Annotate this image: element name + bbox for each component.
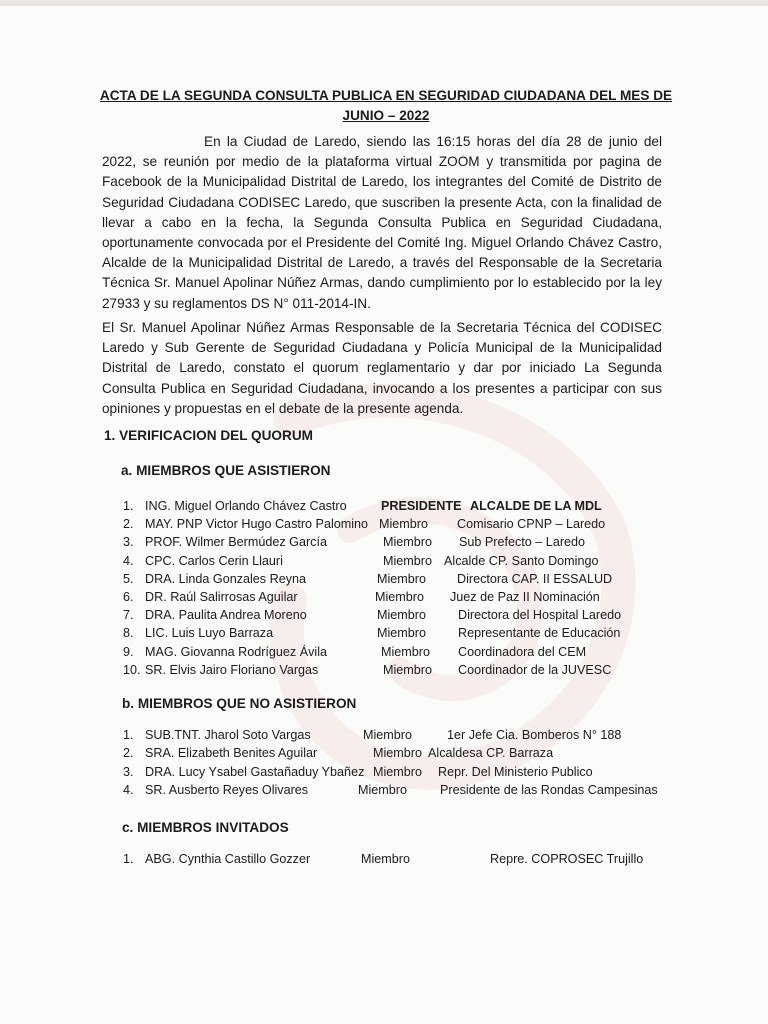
member-position: Repr. Del Ministerio Publico (438, 764, 593, 779)
member-name: MAG. Giovanna Rodríguez Ávila (145, 644, 327, 659)
member-position: Directora CAP. II ESSALUD (457, 571, 613, 586)
member-number: 1. (123, 728, 134, 742)
member-position: Coordinadora del CEM (458, 644, 587, 659)
member-number: 1. (123, 852, 134, 866)
member-name: DRA. Lucy Ysabel Gastañaduy Ybañez (145, 764, 365, 779)
member-role: PRESIDENTE (381, 499, 462, 513)
subheading-invited: c. MIEMBROS INVITADOS (122, 820, 289, 835)
member-position: Repre. COPROSEC Trujillo (490, 852, 644, 866)
member-name: LIC. Luis Luyo Barraza (145, 626, 274, 641)
member-position: Presidente de las Rondas Campesinas (440, 783, 658, 798)
member-position: Representante de Educación (458, 626, 621, 641)
member-name: ABG. Cynthia Castillo Gozzer (145, 852, 311, 866)
member-number: 8. (123, 626, 134, 641)
member-role: Miembro (377, 571, 426, 586)
member-role: Miembro (381, 644, 430, 659)
subheading-absent: b. MIEMBROS QUE NO ASISTIERON (122, 696, 357, 711)
member-position: Directora del Hospital Laredo (458, 608, 622, 623)
member-number: 1. (123, 499, 134, 513)
member-name: SUB.TNT. Jharol Soto Vargas (145, 728, 311, 742)
member-number: 5. (123, 571, 134, 586)
member-number: 4. (123, 553, 134, 568)
member-name: DR. Raúl Salirrosas Aguilar (145, 590, 298, 604)
section-heading-quorum: 1. VERIFICACION DEL QUORUM (104, 428, 313, 443)
member-position: Coordinador de la JUVESC (458, 662, 612, 677)
member-position: Alcalde CP. Santo Domingo (444, 553, 599, 568)
member-number: 2. (123, 746, 134, 761)
member-role: Miembro (373, 746, 422, 761)
member-role: Miembro (377, 626, 426, 641)
member-position: Alcaldesa CP. Barraza (428, 746, 554, 761)
member-name: MAY. PNP Victor Hugo Castro Palomino (145, 517, 369, 532)
member-role: Miembro (383, 553, 432, 568)
member-name: SR. Ausberto Reyes Olivares (145, 783, 309, 798)
member-role: Miembro (361, 852, 410, 866)
member-position: Comisario CPNP – Laredo (457, 517, 606, 532)
member-position: Juez de Paz II Nominación (450, 590, 600, 604)
member-number: 3. (123, 535, 134, 550)
member-name: DRA. Linda Gonzales Reyna (145, 571, 307, 586)
member-name: CPC. Carlos Cerin Llauri (145, 553, 283, 568)
member-name: DRA. Paulita Andrea Moreno (145, 608, 307, 623)
subheading-attended: a. MIEMBROS QUE ASISTIERON (121, 463, 331, 478)
member-role: Miembro (383, 662, 432, 677)
member-name: SR. Elvis Jairo Floriano Vargas (145, 662, 319, 677)
member-role: Miembro (377, 608, 426, 623)
scan-edge (0, 0, 768, 6)
member-number: 3. (123, 764, 134, 779)
member-position: 1er Jefe Cia. Bomberos N° 188 (447, 728, 622, 742)
member-number: 7. (123, 608, 134, 623)
quorum-paragraph: El Sr. Manuel Apolinar Núñez Armas Responsable de la Secretaria Técnica del CODISEC Laredo y Sub Gerente de Seguridad Ciudadana y Policía Municipal de la Municipalidad Distrital de Laredo, constato el quorum reglamentario y dar por iniciado La Segunda Consulta Publica en Seguridad Ciudadana, invocando a los presentes a participar con sus opiniones y propuestas en el debate de la presente agenda. (102, 320, 662, 416)
member-role: Miembro (379, 517, 428, 532)
member-number: 2. (123, 517, 134, 532)
member-number: 9. (123, 644, 134, 659)
intro-paragraph: En la Ciudad de Laredo, siendo las 16:15 horas del día 28 de junio del 2022, se reunión por medio de la plataforma virtual ZOOM y transmitida por pagina de Facebook de la Municipalidad Distrital de Laredo, los integrantes del Comité de Distrito de Seguridad Ciudadana CODISEC Laredo, que suscriben la presente Acta, con la finalidad de llevar a cabo en la fecha, la Segunda Consulta Publica en Seguridad Ciudadana, oportunamente convocada por el Presidente del Comité Ing. Miguel Orlando Chávez Castro, Alcalde de la Municipalidad Distrital de Laredo, a través del Responsable de la Secretaria Técnica Sr. Manuel Apolinar Núñez Armas, dando cumplimiento por lo establecido por la ley 27933 y su reglamentos DS N° 011-2014-IN. (102, 134, 662, 311)
member-name: PROF. Wilmer Bermúdez García (145, 535, 327, 550)
member-number: 10. (123, 662, 141, 677)
member-role: Miembro (373, 764, 422, 779)
member-position: Sub Prefecto – Laredo (459, 535, 586, 550)
member-position: ALCALDE DE LA MDL (470, 499, 602, 513)
member-role: Miembro (363, 728, 412, 742)
member-role: Miembro (383, 535, 432, 550)
member-role: Miembro (358, 783, 407, 798)
member-role: Miembro (375, 590, 424, 604)
member-name: ING. Miguel Orlando Chávez Castro (145, 499, 347, 513)
member-name: SRA. Elizabeth Benites Aguilar (145, 746, 318, 761)
document-title: ACTA DE LA SEGUNDA CONSULTA PUBLICA EN SEGURIDAD CIUDADANA DEL MES DE JUNIO – 2022 (99, 88, 673, 123)
member-number: 4. (123, 783, 134, 798)
member-number: 6. (123, 590, 134, 604)
